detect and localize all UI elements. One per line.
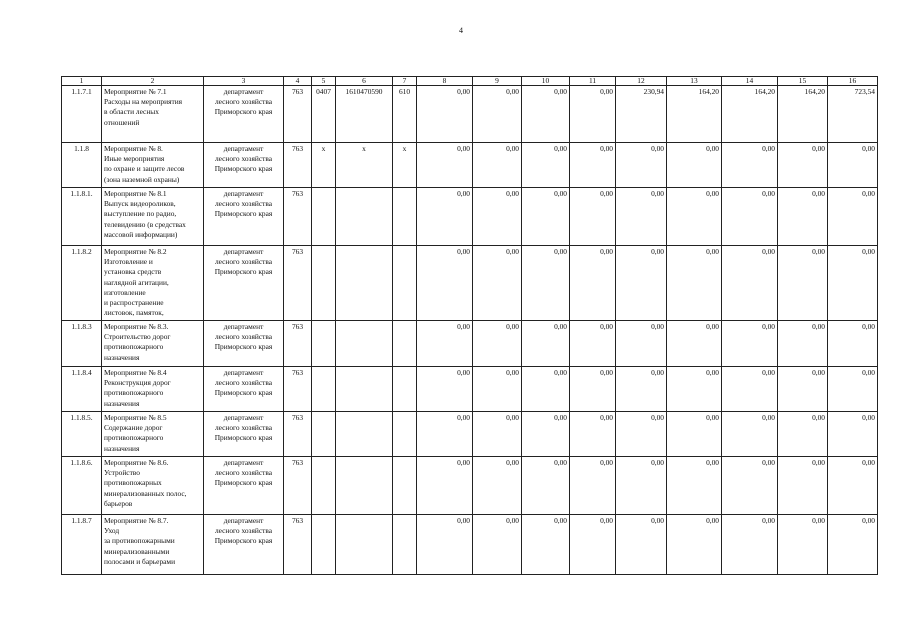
value-cell: 0,00 — [667, 367, 722, 412]
column-header: 16 — [828, 77, 878, 86]
cell-col-7 — [393, 188, 417, 246]
budget-table — [61, 76, 878, 575]
value-cell: 0,00 — [570, 515, 616, 575]
row-name — [102, 367, 204, 412]
cell-col-5: х — [312, 143, 336, 188]
row-code: 1.1.7.1 — [62, 86, 102, 143]
cell-col-5 — [312, 188, 336, 246]
column-header-row — [62, 77, 878, 86]
column-header: 2 — [102, 77, 204, 86]
row-executor — [204, 143, 284, 188]
value-cell: 723,54 — [828, 86, 878, 143]
executor-line: лесного хозяйства — [214, 97, 273, 107]
cell-col-6 — [336, 515, 393, 575]
cell-col-6 — [336, 321, 393, 367]
value-cell: 0,00 — [473, 86, 522, 143]
value-cell: 0,00 — [722, 457, 778, 515]
value-cell: 0,00 — [616, 412, 667, 457]
row-executor — [204, 188, 284, 246]
cell-col-7 — [393, 457, 417, 515]
name-line: Уход — [104, 526, 120, 536]
row-code: 1.1.8.4 — [62, 367, 102, 412]
value-cell: 0,00 — [570, 188, 616, 246]
value-cell: 0,00 — [828, 321, 878, 367]
value-cell: 0,00 — [667, 457, 722, 515]
name-line: противопожарных — [104, 478, 162, 488]
value-cell: 0,00 — [778, 457, 828, 515]
row-name — [102, 457, 204, 515]
name-line: Мероприятие № 8.6. — [104, 458, 169, 467]
name-line: в области лесных — [104, 107, 159, 117]
executor-line: лесного хозяйства — [214, 423, 273, 433]
column-header: 13 — [667, 77, 722, 86]
value-cell: 0,00 — [778, 515, 828, 575]
value-cell: 0,00 — [473, 515, 522, 575]
name-line: по охране и защите лесов — [104, 164, 185, 174]
name-line: противопожарного — [104, 342, 164, 352]
cell-col-6 — [336, 246, 393, 321]
cell-col-5 — [312, 457, 336, 515]
value-cell: 0,00 — [667, 246, 722, 321]
cell-col-4: 763 — [284, 457, 312, 515]
row-name — [102, 412, 204, 457]
table-row — [62, 86, 878, 143]
value-cell: 0,00 — [778, 188, 828, 246]
value-cell: 0,00 — [522, 457, 570, 515]
name-line: Содержание дорог — [104, 423, 163, 433]
row-code: 1.1.8.6. — [62, 457, 102, 515]
cell-col-5 — [312, 367, 336, 412]
cell-col-7 — [393, 321, 417, 367]
row-code: 1.1.8.5. — [62, 412, 102, 457]
name-line: Мероприятие № 7.1 — [104, 87, 167, 96]
value-cell: 0,00 — [417, 412, 473, 457]
name-line: назначения — [104, 352, 140, 362]
executor-line: Приморского края — [214, 536, 273, 546]
cell-col-7 — [393, 515, 417, 575]
value-cell: 0,00 — [778, 412, 828, 457]
value-cell: 0,00 — [417, 321, 473, 367]
value-cell: 0,00 — [778, 246, 828, 321]
value-cell: 0,00 — [570, 457, 616, 515]
cell-col-6 — [336, 188, 393, 246]
value-cell: 0,00 — [667, 321, 722, 367]
row-name — [102, 246, 204, 321]
executor-line: департамент — [223, 458, 264, 467]
name-line: Мероприятие № 8. — [104, 144, 163, 153]
row-name — [102, 515, 204, 575]
column-header: 1 — [62, 77, 102, 86]
value-cell: 0,00 — [722, 412, 778, 457]
name-line: листовок, памяток, — [104, 308, 164, 318]
value-cell: 0,00 — [417, 86, 473, 143]
executor-line: департамент — [223, 368, 264, 377]
value-cell: 164,20 — [778, 86, 828, 143]
name-line: телевидению (в средствах — [104, 219, 186, 229]
name-line: Строительство дорог — [104, 332, 171, 342]
name-line: отношений — [104, 117, 140, 127]
name-line: Мероприятие № 8.5 — [104, 413, 167, 422]
value-cell: 0,00 — [828, 188, 878, 246]
cell-col-4: 763 — [284, 515, 312, 575]
name-line: полосами и барьерами — [104, 556, 176, 566]
name-line: изготовление — [104, 287, 146, 297]
value-cell: 0,00 — [828, 412, 878, 457]
cell-col-5 — [312, 246, 336, 321]
executor-line: лесного хозяйства — [214, 468, 273, 478]
value-cell: 0,00 — [616, 321, 667, 367]
name-line: противопожарного — [104, 388, 164, 398]
executor-line: Приморского края — [214, 478, 273, 488]
row-code: 1.1.8.3 — [62, 321, 102, 367]
value-cell: 0,00 — [722, 188, 778, 246]
cell-col-4: 763 — [284, 143, 312, 188]
row-executor — [204, 412, 284, 457]
value-cell: 0,00 — [473, 457, 522, 515]
value-cell: 0,00 — [778, 367, 828, 412]
row-executor — [204, 515, 284, 575]
value-cell: 0,00 — [522, 188, 570, 246]
row-code: 1.1.8.1. — [62, 188, 102, 246]
value-cell: 0,00 — [828, 367, 878, 412]
value-cell: 0,00 — [473, 367, 522, 412]
value-cell: 0,00 — [722, 143, 778, 188]
value-cell: 0,00 — [522, 515, 570, 575]
value-cell: 0,00 — [722, 367, 778, 412]
value-cell: 0,00 — [570, 367, 616, 412]
value-cell: 0,00 — [778, 321, 828, 367]
table-row — [62, 246, 878, 321]
name-line: назначения — [104, 443, 140, 453]
value-cell: 0,00 — [522, 86, 570, 143]
column-header: 10 — [522, 77, 570, 86]
name-line: назначения — [104, 398, 140, 408]
column-header: 8 — [417, 77, 473, 86]
value-cell: 0,00 — [616, 515, 667, 575]
value-cell: 0,00 — [570, 412, 616, 457]
value-cell: 0,00 — [616, 246, 667, 321]
name-line: Мероприятие № 8.3. — [104, 322, 169, 331]
column-header: 6 — [336, 77, 393, 86]
value-cell: 0,00 — [522, 367, 570, 412]
name-line: Мероприятие № 8.4 — [104, 368, 167, 377]
value-cell: 0,00 — [722, 515, 778, 575]
executor-line: Приморского края — [214, 107, 273, 117]
value-cell: 0,00 — [616, 367, 667, 412]
cell-col-6 — [336, 457, 393, 515]
cell-col-6 — [336, 412, 393, 457]
name-line: Расходы на мероприятия — [104, 97, 183, 107]
executor-line: лесного хозяйства — [214, 332, 273, 342]
value-cell: 164,20 — [722, 86, 778, 143]
value-cell: 0,00 — [417, 143, 473, 188]
executor-line: департамент — [223, 87, 264, 96]
row-code: 1.1.8 — [62, 143, 102, 188]
executor-line: лесного хозяйства — [214, 526, 273, 536]
value-cell: 0,00 — [828, 457, 878, 515]
cell-col-7 — [393, 367, 417, 412]
name-line: Выпуск видеороликов, — [104, 199, 176, 209]
executor-line: Приморского края — [214, 433, 273, 443]
row-executor — [204, 246, 284, 321]
value-cell: 0,00 — [616, 143, 667, 188]
value-cell: 0,00 — [570, 321, 616, 367]
cell-col-4: 763 — [284, 321, 312, 367]
cell-col-4: 763 — [284, 412, 312, 457]
column-header: 4 — [284, 77, 312, 86]
value-cell: 0,00 — [522, 412, 570, 457]
value-cell: 0,00 — [570, 143, 616, 188]
name-line: противопожарного — [104, 433, 164, 443]
executor-line: департамент — [223, 247, 264, 256]
table-row — [62, 367, 878, 412]
column-header: 11 — [570, 77, 616, 86]
value-cell: 164,20 — [667, 86, 722, 143]
value-cell: 0,00 — [722, 246, 778, 321]
name-line: за противопожарными — [104, 536, 175, 546]
value-cell: 0,00 — [570, 86, 616, 143]
table-row — [62, 143, 878, 188]
column-header: 12 — [616, 77, 667, 86]
cell-col-5 — [312, 515, 336, 575]
row-code: 1.1.8.7 — [62, 515, 102, 575]
cell-col-7: 610 — [393, 86, 417, 143]
value-cell: 0,00 — [828, 246, 878, 321]
name-line: минерализованных полос, — [104, 488, 187, 498]
column-header: 7 — [393, 77, 417, 86]
table-row — [62, 188, 878, 246]
column-header: 14 — [722, 77, 778, 86]
value-cell: 0,00 — [828, 143, 878, 188]
cell-col-4: 763 — [284, 246, 312, 321]
row-executor — [204, 86, 284, 143]
table-row — [62, 515, 878, 575]
executor-line: Приморского края — [214, 388, 273, 398]
name-line: Устройство — [104, 468, 140, 478]
cell-col-7: х — [393, 143, 417, 188]
value-cell: 0,00 — [667, 412, 722, 457]
value-cell: 0,00 — [667, 515, 722, 575]
column-header: 15 — [778, 77, 828, 86]
value-cell: 0,00 — [828, 515, 878, 575]
value-cell: 0,00 — [616, 457, 667, 515]
cell-col-5: 0407 — [312, 86, 336, 143]
cell-col-7 — [393, 412, 417, 457]
table-row — [62, 457, 878, 515]
value-cell: 0,00 — [616, 188, 667, 246]
executor-line: лесного хозяйства — [214, 199, 273, 209]
cell-col-6: х — [336, 143, 393, 188]
value-cell: 0,00 — [473, 412, 522, 457]
executor-line: Приморского края — [214, 209, 273, 219]
name-line: и распространение — [104, 298, 164, 308]
row-executor — [204, 367, 284, 412]
name-line: Иные мероприятия — [104, 154, 165, 164]
value-cell: 0,00 — [417, 246, 473, 321]
name-line: Мероприятие № 8.2 — [104, 247, 167, 256]
value-cell: 0,00 — [417, 515, 473, 575]
page-number: 4 — [459, 26, 463, 35]
row-name — [102, 188, 204, 246]
value-cell: 0,00 — [522, 143, 570, 188]
executor-line: Приморского края — [214, 267, 273, 277]
name-line: минерализованными — [104, 546, 170, 556]
column-header: 5 — [312, 77, 336, 86]
cell-col-7 — [393, 246, 417, 321]
name-line: Мероприятие № 8.7. — [104, 516, 169, 525]
cell-col-4: 763 — [284, 86, 312, 143]
name-line: выступление по радио, — [104, 209, 177, 219]
value-cell: 0,00 — [570, 246, 616, 321]
cell-col-5 — [312, 321, 336, 367]
row-name — [102, 86, 204, 143]
executor-line: лесного хозяйства — [214, 154, 273, 164]
row-name — [102, 321, 204, 367]
value-cell: 0,00 — [667, 188, 722, 246]
column-header: 9 — [473, 77, 522, 86]
column-header: 3 — [204, 77, 284, 86]
value-cell: 0,00 — [722, 321, 778, 367]
name-line: установка средств — [104, 267, 162, 277]
value-cell: 0,00 — [473, 246, 522, 321]
value-cell: 0,00 — [417, 367, 473, 412]
name-line: массовой информации) — [104, 229, 178, 239]
table-row — [62, 321, 878, 367]
value-cell: 0,00 — [473, 143, 522, 188]
table-row — [62, 412, 878, 457]
value-cell: 0,00 — [522, 321, 570, 367]
row-executor — [204, 321, 284, 367]
value-cell: 0,00 — [417, 188, 473, 246]
value-cell: 0,00 — [417, 457, 473, 515]
cell-col-4: 763 — [284, 367, 312, 412]
executor-line: департамент — [223, 413, 264, 422]
row-code: 1.1.8.2 — [62, 246, 102, 321]
executor-line: Приморского края — [214, 164, 273, 174]
cell-col-5 — [312, 412, 336, 457]
cell-col-6: 1610470590 — [336, 86, 393, 143]
row-executor — [204, 457, 284, 515]
value-cell: 0,00 — [473, 321, 522, 367]
executor-line: департамент — [223, 516, 264, 525]
value-cell: 0,00 — [778, 143, 828, 188]
row-name — [102, 143, 204, 188]
value-cell: 0,00 — [522, 246, 570, 321]
value-cell: 0,00 — [473, 188, 522, 246]
name-line: Мероприятие № 8.1 — [104, 189, 167, 198]
name-line: наглядной агитации, — [104, 277, 169, 287]
name-line: Реконструкция дорог — [104, 378, 171, 388]
executor-line: лесного хозяйства — [214, 378, 273, 388]
executor-line: департамент — [223, 144, 264, 153]
cell-col-6 — [336, 367, 393, 412]
executor-line: лесного хозяйства — [214, 257, 273, 267]
value-cell: 230,94 — [616, 86, 667, 143]
executor-line: департамент — [223, 189, 264, 198]
executor-line: департамент — [223, 322, 264, 331]
cell-col-4: 763 — [284, 188, 312, 246]
name-line: (зона наземной охраны) — [104, 174, 180, 184]
name-line: Изготовление и — [104, 257, 153, 267]
executor-line: Приморского края — [214, 342, 273, 352]
name-line: барьеров — [104, 498, 133, 508]
value-cell: 0,00 — [667, 143, 722, 188]
